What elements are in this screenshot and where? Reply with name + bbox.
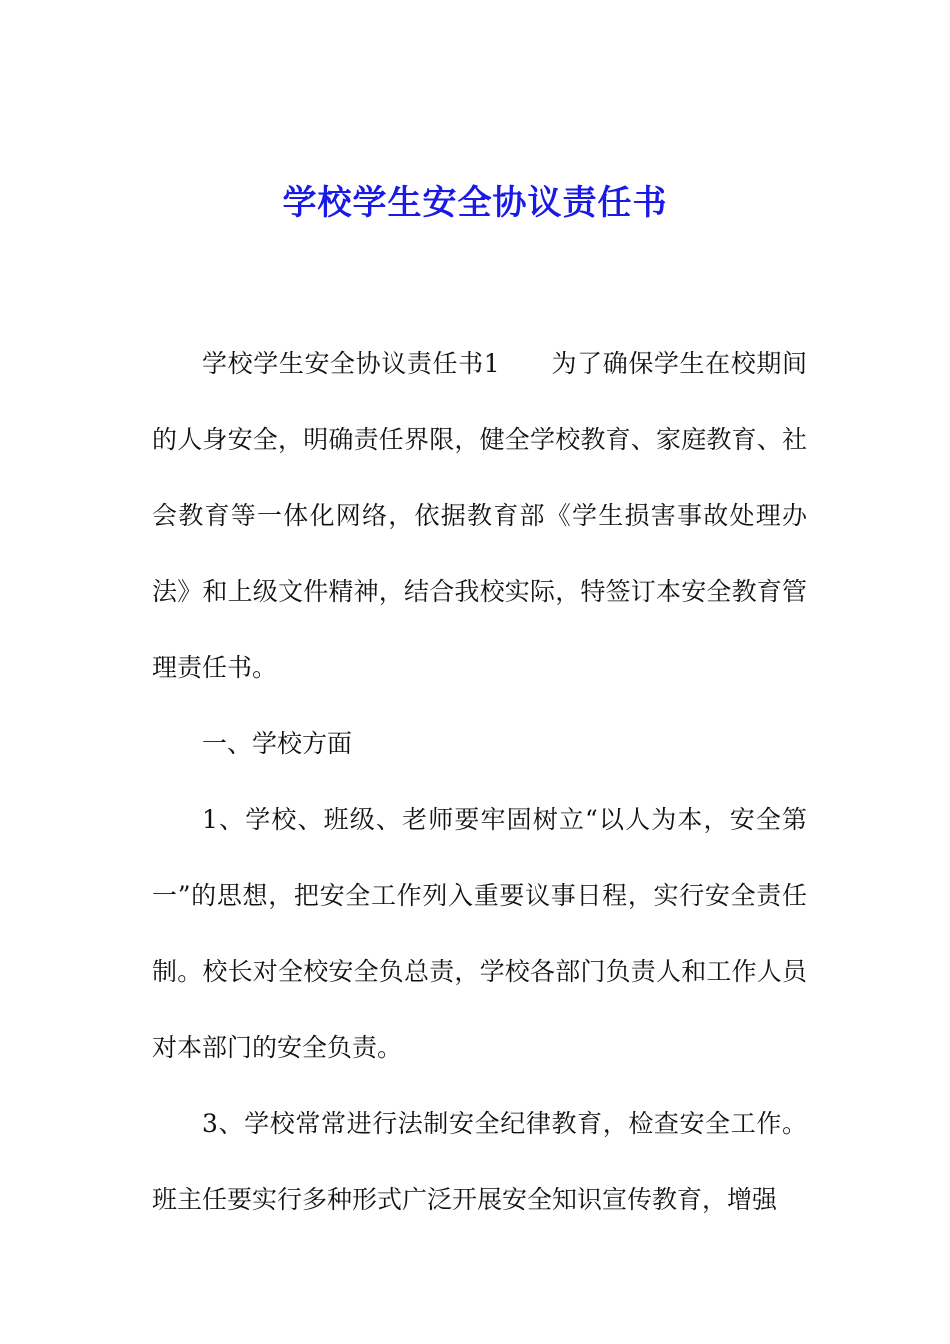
section-heading-school: 一、学校方面 bbox=[202, 729, 353, 758]
document-title: 学校学生安全协议责任书 bbox=[282, 183, 668, 223]
paragraph-item-3: 3、学校常常进行法制安全纪律教育，检查安全工作。班主任要实行多种形式广泛开展安全知识宣传教育，增强 bbox=[152, 1109, 807, 1214]
paragraph-intro: 学校学生安全协议责任书1 为了确保学生在校期间的人身安全，明确责任界限，健全学校教育、家庭教育、社会教育等一体化网络，依据教育部《学生损害事故处理办法》和上级文件精神，结合我校实际，特签订本安全教育管理责任书。 bbox=[152, 349, 807, 682]
paragraph-item-1: 1、学校、班级、老师要牢固树立“以人为本，安全第一”的思想，把安全工作列入重要议事日程，实行安全责任制。校长对全校安全负总责，学校各部门负责人和工作人员对本部门的安全负责。 bbox=[152, 805, 807, 1062]
document-body bbox=[152, 326, 807, 1238]
